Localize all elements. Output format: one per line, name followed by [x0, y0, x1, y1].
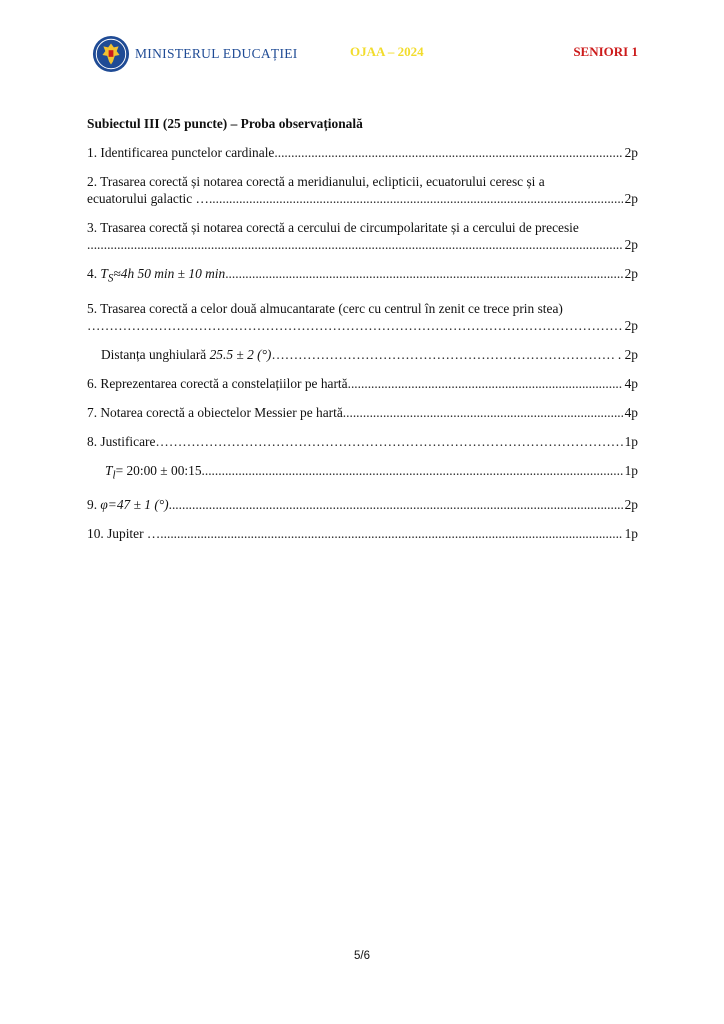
- dot-leader: [271, 346, 616, 363]
- item-points: 2p: [624, 191, 638, 206]
- time-subscript: S: [107, 272, 114, 285]
- item-9: [87, 496, 638, 513]
- item-6: [87, 375, 638, 392]
- contest-title: OJAA – 2024: [350, 44, 424, 59]
- item-points: 2p: [624, 237, 638, 252]
- item-points: 1p: [624, 526, 638, 542]
- dot-leader: [160, 525, 622, 542]
- dot-leader: [343, 404, 623, 421]
- item-text: 3. Trasarea corectă și notarea corectă a cercului de circumpolaritate și a cercului de precesie: [87, 220, 579, 235]
- dot-leader: [87, 236, 623, 253]
- item-text-cont: ecuatorului galactic …: [87, 191, 209, 206]
- ministry-name: MINISTERUL EDUCAȚIEI: [135, 46, 298, 61]
- item-text: 2. Trasarea corectă și notarea corectă a meridianului, eclipticii, ecuatorului ceresc și a: [87, 174, 545, 189]
- item-5b: [87, 346, 638, 363]
- item-text: 6. Reprezentarea corectă a constelațiilor pe hartă: [87, 375, 348, 391]
- item-text: 9. φ=47 ± 1 (°): [87, 497, 169, 513]
- dot-leader: [87, 317, 623, 334]
- item-3: [87, 219, 638, 253]
- item-5: [87, 300, 638, 334]
- item-points: 4p: [624, 375, 638, 391]
- item-text: 4. $T_S\approx 4h$ 50 min ± 10 min: [87, 266, 226, 285]
- item-points: 2p: [624, 497, 638, 513]
- item-text: 10. Jupiter …: [87, 526, 161, 542]
- item-8: [87, 433, 638, 450]
- item-10: [87, 525, 638, 542]
- page-header: [92, 32, 638, 76]
- item-2: [87, 173, 638, 207]
- item-points: 4p: [624, 404, 638, 420]
- item-points: 2p: [624, 317, 638, 333]
- latitude-value: φ=47 ± 1 (°): [100, 497, 169, 513]
- item-points: . 2p: [617, 346, 638, 362]
- dot-leader: [209, 190, 623, 207]
- item-points: 2p: [624, 145, 638, 160]
- time-value: ≈4h 50 min ± 10 min: [113, 266, 226, 281]
- dot-leader: [348, 375, 623, 392]
- ministry-logo: [92, 35, 298, 73]
- item-4: [87, 265, 638, 288]
- item-points: 2p: [624, 266, 638, 281]
- time-symbol: T: [100, 266, 108, 281]
- item-8b: [87, 462, 638, 485]
- dot-leader: [169, 496, 623, 513]
- answer-key: [87, 116, 638, 554]
- item-text: 7. Notarea corectă a obiectelor Messier pe hartă: [87, 404, 343, 420]
- item-1: [87, 144, 638, 161]
- page-number: 5/6: [354, 950, 370, 962]
- dot-leader: [225, 265, 622, 282]
- item-text: 1. Identificarea punctelor cardinale: [87, 145, 275, 160]
- dot-leader: [202, 462, 623, 479]
- item-text: 5. Trasarea corectă a celor două almucantarate (cerc cu centrul în zenit ce trece prin stea): [87, 300, 563, 316]
- category-title: SENIORI 1: [573, 44, 638, 59]
- dot-leader: [274, 144, 622, 161]
- item-text: Distanța unghiulară 25.5 ± 2 (°): [101, 346, 272, 362]
- item-7: [87, 404, 638, 421]
- item-points: 1p: [624, 462, 638, 478]
- dot-leader: [155, 433, 622, 450]
- item-points: 1p: [624, 433, 638, 449]
- coat-of-arms-icon: [92, 35, 130, 73]
- subject-title: Subiectul III (25 puncte) – Proba observațională: [87, 116, 363, 131]
- item-text: $T_l=$ 20:00 ± 00:15: [105, 462, 202, 482]
- item-text: 8. Justificare: [87, 433, 156, 449]
- distance-value: 25.5 ± 2 (°): [209, 346, 272, 362]
